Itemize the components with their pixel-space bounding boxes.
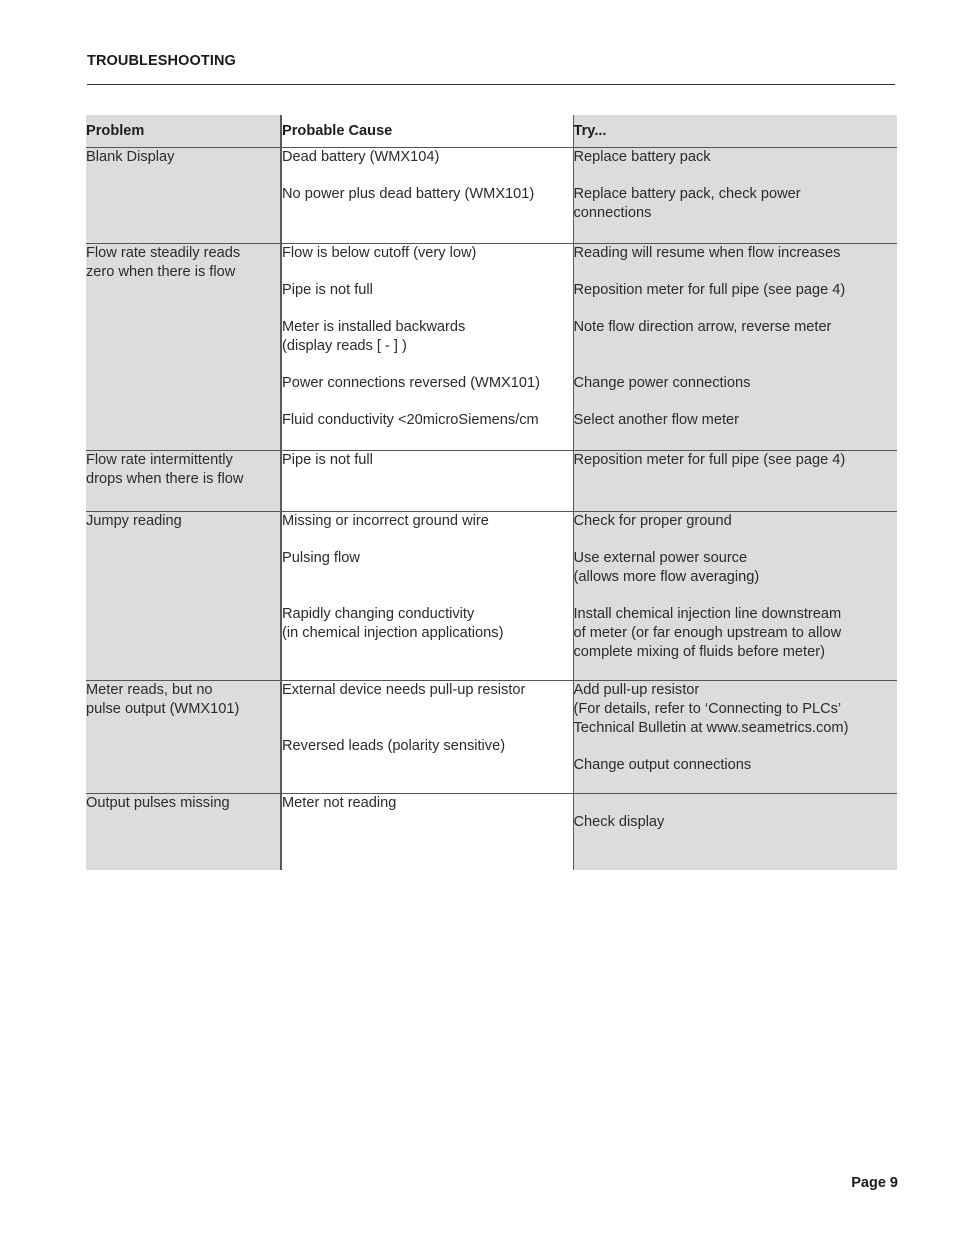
problem-cell: Flow rate intermittently drops when there is flow: [86, 451, 281, 512]
cause-item: Pulsing flow: [282, 550, 360, 566]
cause-cell: [281, 794, 573, 871]
cause-item: No power plus dead battery (WMX101): [282, 186, 535, 202]
table-row: [86, 244, 897, 451]
table-row: [86, 681, 897, 794]
try-item: Add pull-up resistor (For details, refer to ‘Connecting to PLCs’ Technical Bulletin at www.seametrics.com): [573, 682, 849, 736]
cause-item: External device needs pull-up resistor: [282, 682, 526, 698]
try-item: Change power connections: [573, 375, 751, 391]
cause-item: Meter is installed backwards (display reads [ - ] ): [282, 319, 466, 354]
try-item: Check for proper ground: [573, 513, 732, 529]
problem-cell: Blank Display: [86, 148, 281, 244]
cause-item: Flow is below cutoff (very low): [282, 245, 477, 261]
cause-cell: [281, 451, 573, 512]
try-item: Reposition meter for full pipe (see page 4): [573, 452, 846, 468]
problem-cell: Flow rate steadily reads zero when there is flow: [86, 244, 281, 451]
column-header-problem: Problem: [86, 115, 281, 148]
try-item: Note flow direction arrow, reverse meter: [573, 319, 832, 335]
problem-cell: Meter reads, but no pulse output (WMX101): [86, 681, 281, 794]
cause-cell: [281, 512, 573, 681]
cause-item: Rapidly changing conductivity (in chemical injection applications): [282, 606, 504, 641]
cause-item: Pipe is not full: [282, 452, 373, 468]
cause-cell: [281, 244, 573, 451]
header-rule: [87, 84, 895, 85]
table-header-row: [86, 115, 897, 148]
try-item: Check display: [573, 814, 665, 830]
column-header-try: Try...: [573, 115, 897, 148]
table-row: [86, 512, 897, 681]
try-cell: [573, 681, 897, 794]
table-row: [86, 794, 897, 871]
section-title: TROUBLESHOOTING: [87, 53, 236, 69]
problem-cell: Jumpy reading: [86, 512, 281, 681]
try-item: Reposition meter for full pipe (see page 4): [573, 282, 846, 298]
try-item: Use external power source (allows more flow averaging): [573, 550, 760, 585]
try-cell: [573, 451, 897, 512]
cause-item: Power connections reversed (WMX101): [282, 375, 540, 391]
try-cell: [573, 512, 897, 681]
page-number: Page 9: [851, 1175, 898, 1191]
table-row: [86, 451, 897, 512]
column-header-probable-cause: Probable Cause: [281, 115, 573, 148]
cause-item: Dead battery (WMX104): [282, 149, 440, 165]
cause-item: Missing or incorrect ground wire: [282, 513, 489, 529]
cause-cell: [281, 148, 573, 244]
try-item: Reading will resume when flow increases: [573, 245, 841, 261]
cause-item: Fluid conductivity <20microSiemens/cm: [282, 412, 539, 428]
cause-item: Pipe is not full: [282, 282, 373, 298]
table-row: [86, 148, 897, 244]
cause-item: Meter not reading: [282, 795, 397, 811]
try-cell: [573, 244, 897, 451]
try-item: Replace battery pack, check power connections: [573, 186, 801, 221]
try-cell: [573, 148, 897, 244]
cause-item: Reversed leads (polarity sensitive): [282, 738, 506, 754]
cause-cell: [281, 681, 573, 794]
try-item: Select another flow meter: [573, 412, 739, 428]
try-item: Replace battery pack: [573, 149, 711, 165]
troubleshooting-table: [86, 115, 897, 870]
problem-cell: Output pulses missing: [86, 794, 281, 871]
try-item: Install chemical injection line downstream of meter (or far enough upstream to allow complete mixing of fluids before meter): [573, 606, 842, 660]
try-cell: [573, 794, 897, 871]
try-item: Change output connections: [573, 757, 752, 773]
